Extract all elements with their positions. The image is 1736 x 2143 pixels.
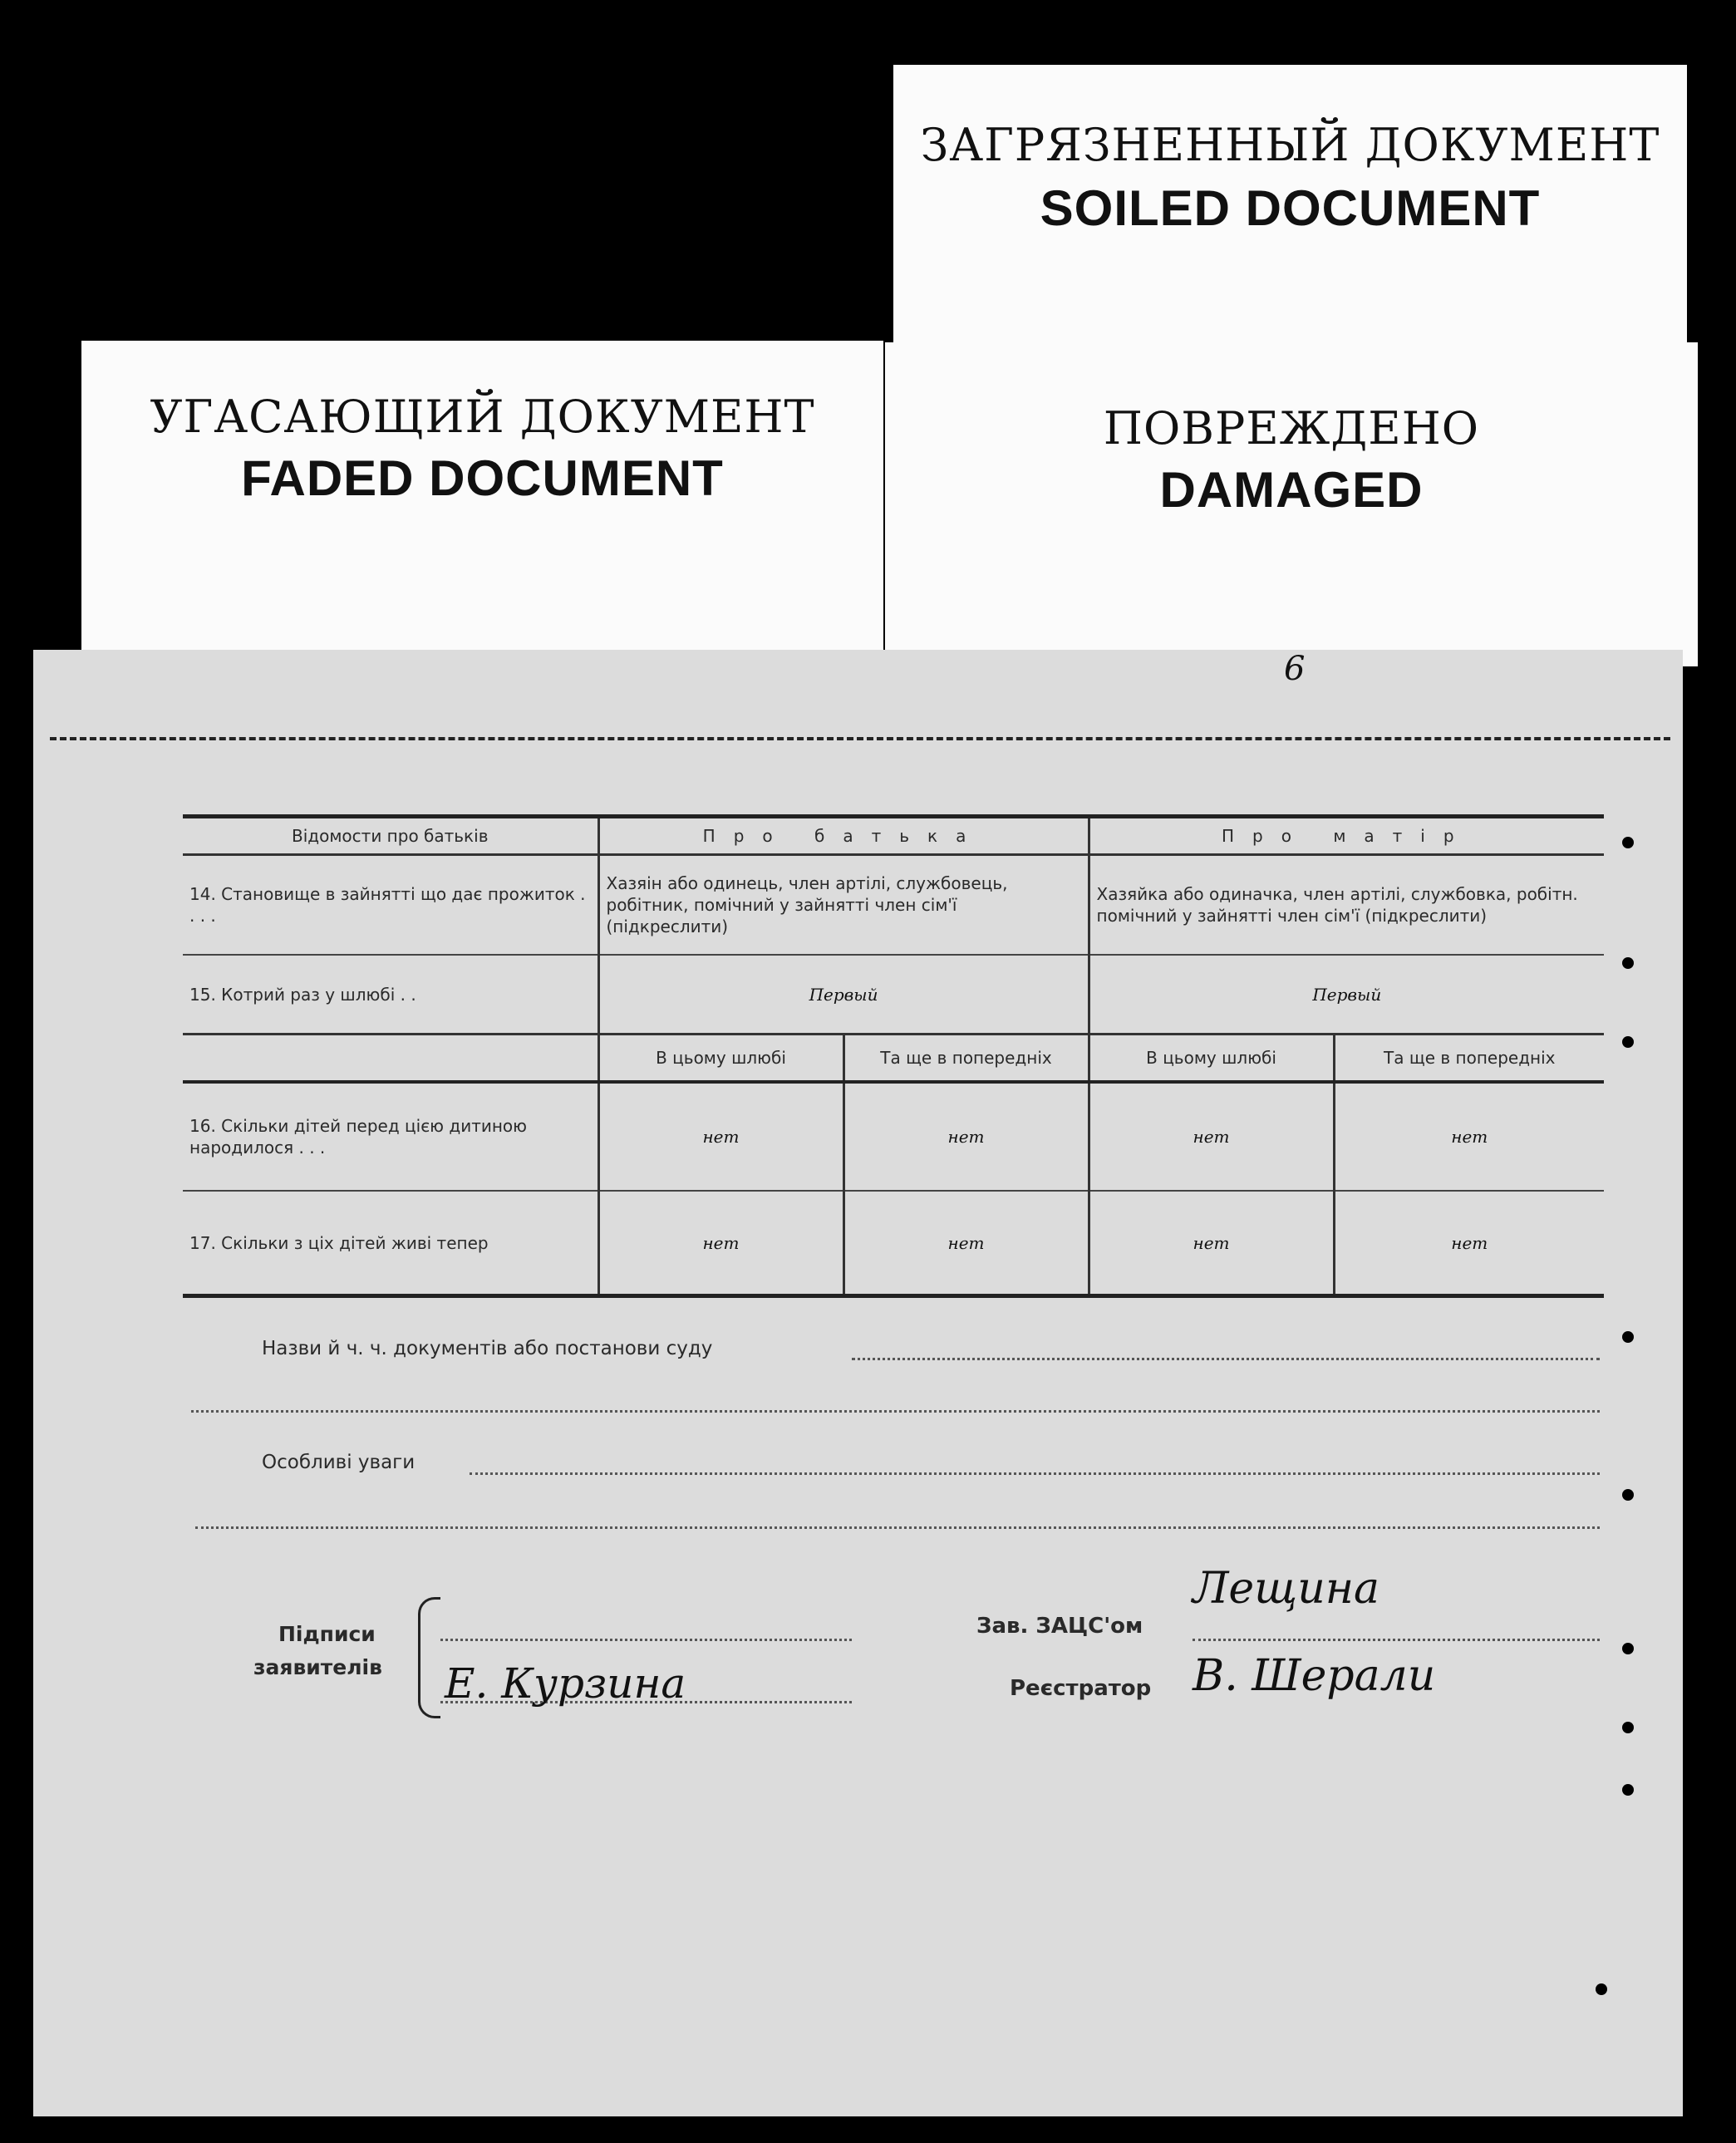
faded-ru-label: УГАСАЮЩИЙ ДОКУМЕНТ (150, 391, 815, 443)
notes-line-2 (195, 1526, 1600, 1529)
head-line (1193, 1639, 1600, 1641)
faded-document-card (81, 341, 883, 665)
margin-note: 6 (1284, 650, 1306, 688)
perforation-line (50, 737, 1670, 740)
subheader-mother-previous: Та ще в попередніх (1334, 1035, 1604, 1083)
row17-label: 17. Скільки з ціх дітей живі тепер (183, 1191, 598, 1296)
binding-hole (1622, 837, 1634, 848)
applicants-brace (418, 1597, 440, 1718)
row17-value-3: нет (1089, 1191, 1334, 1296)
subheader-empty (183, 1035, 598, 1083)
applicant-signature: Е. Курзина (445, 1659, 686, 1708)
row15-label: 15. Котрий раз у шлюбі . . (183, 955, 598, 1035)
row14-mother-text: Хазяйка або одиначка, член артілі, службовка, робітн. помічний у зайнятті член сім'ї (підкреслити) (1089, 855, 1604, 956)
applicants-label-1: Підписи (278, 1622, 376, 1646)
applicant-line-1 (440, 1639, 852, 1641)
subheader-mother-current: В цьому шлюбі (1089, 1035, 1334, 1083)
documents-line-1 (852, 1358, 1600, 1360)
header-father: Про батька (598, 817, 1089, 855)
row14-father-text: Хазяін або одинець, член артілі, службовець, робітник, помічний у зайнятті член сім'ї (підкреслити) (598, 855, 1089, 956)
damaged-en-label: DAMAGED (1159, 462, 1424, 518)
row14-label: 14. Становище в зайнятті що дає прожиток . . . . (183, 855, 598, 956)
parents-table (183, 814, 1604, 1298)
documents-label: Назви й ч. ч. документів або постанови суду (262, 1338, 713, 1359)
notes-label: Особливі уваги (262, 1452, 416, 1473)
row16-label: 16. Скільки дітей перед цією дитиною народилося . . . (183, 1082, 598, 1191)
subheader-father-current: В цьому шлюбі (598, 1035, 843, 1083)
damaged-document-card (885, 342, 1698, 666)
binding-hole (1622, 957, 1634, 969)
registration-form (33, 650, 1683, 2116)
binding-hole (1622, 1036, 1634, 1048)
row15-father-value: Первый (598, 955, 1089, 1035)
row17-value-2: нет (843, 1191, 1089, 1296)
faded-en-label: FADED DOCUMENT (241, 450, 724, 506)
binding-hole (1622, 1331, 1634, 1343)
row17-value-4: нет (1334, 1191, 1604, 1296)
damaged-ru-label: ПОВРЕЖДЕНО (1103, 402, 1480, 455)
row15-mother-value: Первый (1089, 955, 1604, 1035)
binding-hole (1622, 1643, 1634, 1654)
applicants-label-2: заявителів (253, 1655, 382, 1679)
soiled-en-label: SOILED DOCUMENT (1040, 180, 1541, 236)
documents-line-2 (191, 1410, 1600, 1413)
notes-line-1 (470, 1472, 1600, 1475)
subheader-father-previous: Та ще в попередніх (843, 1035, 1089, 1083)
head-signature: Лещина (1193, 1564, 1379, 1614)
row16-value-3: нет (1089, 1082, 1334, 1191)
soiled-ru-label: ЗАГРЯЗНЕННЫЙ ДОКУМЕНТ (920, 119, 1660, 171)
head-label: Зав. ЗАЦС'ом (976, 1614, 1143, 1639)
registrar-label: Реєстратор (1010, 1676, 1152, 1701)
binding-hole (1622, 1489, 1634, 1501)
row16-value-1: нет (598, 1082, 843, 1191)
row16-value-2: нет (843, 1082, 1089, 1191)
row17-value-1: нет (598, 1191, 843, 1296)
header-parents-info: Відомости про батьків (183, 817, 598, 855)
header-mother: Про матір (1089, 817, 1604, 855)
binding-hole (1622, 1722, 1634, 1733)
registrar-signature: В. Шерали (1193, 1651, 1436, 1701)
binding-hole (1596, 1983, 1607, 1995)
row16-value-4: нет (1334, 1082, 1604, 1191)
binding-hole (1622, 1784, 1634, 1796)
